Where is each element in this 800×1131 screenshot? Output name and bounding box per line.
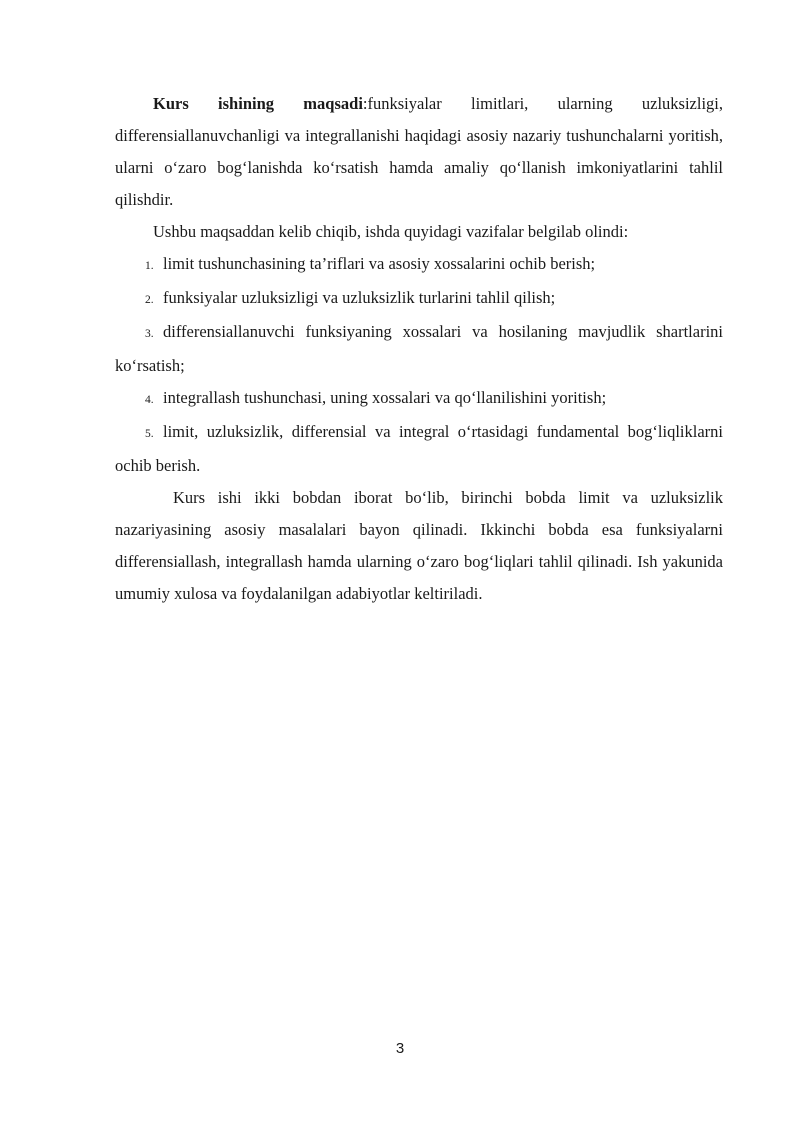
tasks-intro: Ushbu maqsaddan kelib chiqib, ishda quyidagi vazifalar belgilab olindi:: [153, 222, 629, 241]
structure-paragraph: Kurs ishi ikki bobdan iborat bo‘lib, birinchi bobda limit va uzluksizlik nazariyasining asosiy masalalari bayon qilinadi. Ikkinchi bobda esa funksiyalarni differensiallash, integrallash hamda ularning o‘zaro bog‘liqlari tahlil qilinadi. Ish yakunida umumiy xulosa va foydalanilgan adabiyotlar keltiriladi.: [115, 488, 723, 603]
list-number: 2.: [145, 294, 154, 306]
tasks-list: [115, 248, 723, 482]
goal-heading: Kurs ishining maqsadi: [153, 94, 363, 113]
list-text: funksiyalar uzluksizligi va uzluksizlik turlarini tahlil qilish;: [163, 288, 556, 307]
list-number: 4.: [145, 394, 154, 406]
goal-text: :funksiyalar limitlari, ularning uzluksizligi, differensiallanuvchanligi va integrallanishi haqidagi asosiy nazariy tushunchalarni yoritish, ularni o‘zaro bog‘lanishda ko‘rsatish hamda amaliy qo‘llanish imkoniyatlarini tahlil qilishdir.: [115, 94, 723, 209]
list-number: 5.: [145, 428, 154, 440]
list-number: 3.: [145, 328, 154, 340]
list-item: [115, 382, 723, 416]
list-number: 1.: [145, 260, 154, 272]
list-text: differensiallanuvchi funksiyaning xossalari va hosilaning mavjudlik shartlarini ko‘rsatish;: [115, 322, 723, 375]
page-number: 3: [395, 1040, 405, 1057]
document-page: [115, 88, 723, 610]
list-text: limit, uzluksizlik, differensial va integral o‘rtasidagi fundamental bog‘liqliklarni ochib berish.: [115, 422, 723, 475]
list-item: [115, 282, 723, 316]
goal-paragraph: [115, 88, 723, 216]
list-text: integrallash tushunchasi, uning xossalari va qo‘llanilishini yoritish;: [163, 388, 607, 407]
list-item: [115, 416, 723, 482]
list-text: limit tushunchasining ta’riflari va asosiy xossalarini ochib berish;: [163, 254, 596, 273]
list-item: [115, 316, 723, 382]
list-item: [115, 248, 723, 282]
